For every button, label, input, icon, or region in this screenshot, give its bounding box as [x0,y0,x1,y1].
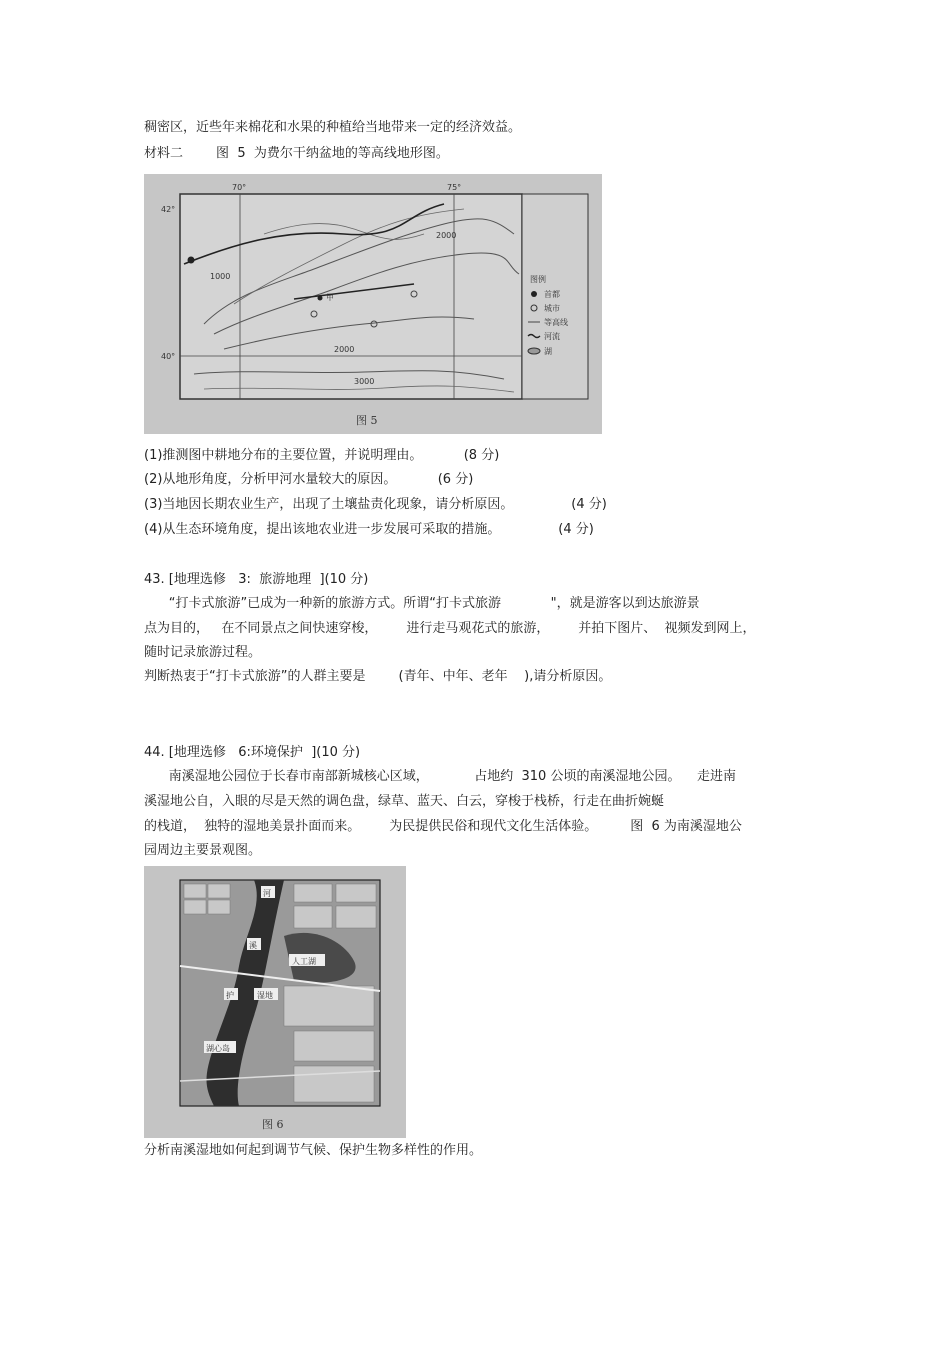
fig6-label-he: 河 [263,889,271,898]
question-1: (1)推测图中耕地分布的主要位置，并说明理由。 (8 分) [144,448,500,463]
heading-44: 44. [地理选修 6:环境保护 ](10 分) [144,745,361,760]
fig6-label-xinhu: 湖心岛 [206,1044,230,1053]
paragraph-44-line-2: 溪湿地公自，入眼的尽是天然的调色盘，绿草、蓝天、白云，穿梭于栈桥，行走在曲折婉蜒 [144,794,665,809]
fig6-label-renggonghu: 人工湖 [292,957,316,966]
capital-icon [531,291,537,297]
fig5-contour-label: 2000 [436,231,457,240]
fig5-caption: 图 5 [356,414,378,427]
fig5-legend-city: 城市 [544,304,560,313]
fig5-legend-capital: 首都 [544,290,560,299]
paragraph-44-line-1: 南溪湿地公园位于长春市南部新城核心区域， 占地约 310 公顷的南溪湿地公园。 走进南 [144,769,736,784]
lake-icon [528,348,540,354]
fig5-legend-title: 图例 [530,275,546,284]
paragraph-43-line-4: 判断热衷于“打卡式旅游”的人群主要是 (青年、中年、老年 ),请分析原因。 [144,669,612,684]
fig5-label-jia: 甲 [326,293,334,302]
figure-5-contour-map [144,174,602,434]
fig5-legend-river: 河流 [544,332,560,341]
fig6-label-hu: 护 [226,991,234,1000]
fig5-legend-contour: 等高线 [544,318,568,327]
final-question: 分析南溪湿地如何起到调节气候、保护生物多样性的作用。 [144,1143,483,1158]
fig5-legend-lake: 湖 [544,347,552,356]
fig5-lat-42: 42° [161,205,176,214]
fig6-label-shidi: 湿地 [257,991,273,1000]
question-4: (4)从生态环境角度，提出该地农业进一步发展可采取的措施。 (4 分) [144,522,594,537]
paragraph-43-line-2: 点为目的， 在不同景点之间快速穿梭， 进行走马观花式的旅游， 并拍下图片、 视频发到网上， [144,621,756,636]
text-line-material2: 材料二 图 5 为费尔干纳盆地的等高线地形图。 [144,146,449,161]
fig5-contour-label: 2000 [334,345,355,354]
paragraph-44-line-4: 园周边主要景观图。 [144,843,262,858]
question-3: (3)当地因长期农业生产，出现了土壤盐责化现象，请分析原因。 (4 分) [144,497,607,512]
paragraph-44-line-3: 的栈道， 独特的湿地美景扑面而来。 为民提供民俗和现代文化生活体验。 图 6 为南溪湿地公 [144,819,742,834]
fig6-caption: 图 6 [262,1118,284,1131]
fig6-label-xi: 溪 [249,941,257,950]
fig5-contour-label: 3000 [354,377,375,386]
paragraph-43-line-1: “打卡式旅游”已成为一种新的旅游方式。所谓“打卡式旅游 "，就是游客以到达旅游景 [144,596,700,611]
heading-43: 43. [地理选修 3: 旅游地理 ](10 分) [144,572,369,587]
question-2: (2)从地形角度，分析甲河水量较大的原因。 (6 分) [144,472,474,487]
fig5-lat-40: 40° [161,352,176,361]
fig5-contour-label: 1000 [210,272,231,281]
paragraph-43-line-3: 随时记录旅游过程。 [144,645,262,660]
text-line-1: 稠密区，近些年来棉花和水果的种植给当地带来一定的经济效益。 [144,120,522,135]
figure-6-wetland-map [144,866,406,1138]
fig5-lon-70: 70° [232,183,247,192]
fig5-lon-75: 75° [447,183,462,192]
